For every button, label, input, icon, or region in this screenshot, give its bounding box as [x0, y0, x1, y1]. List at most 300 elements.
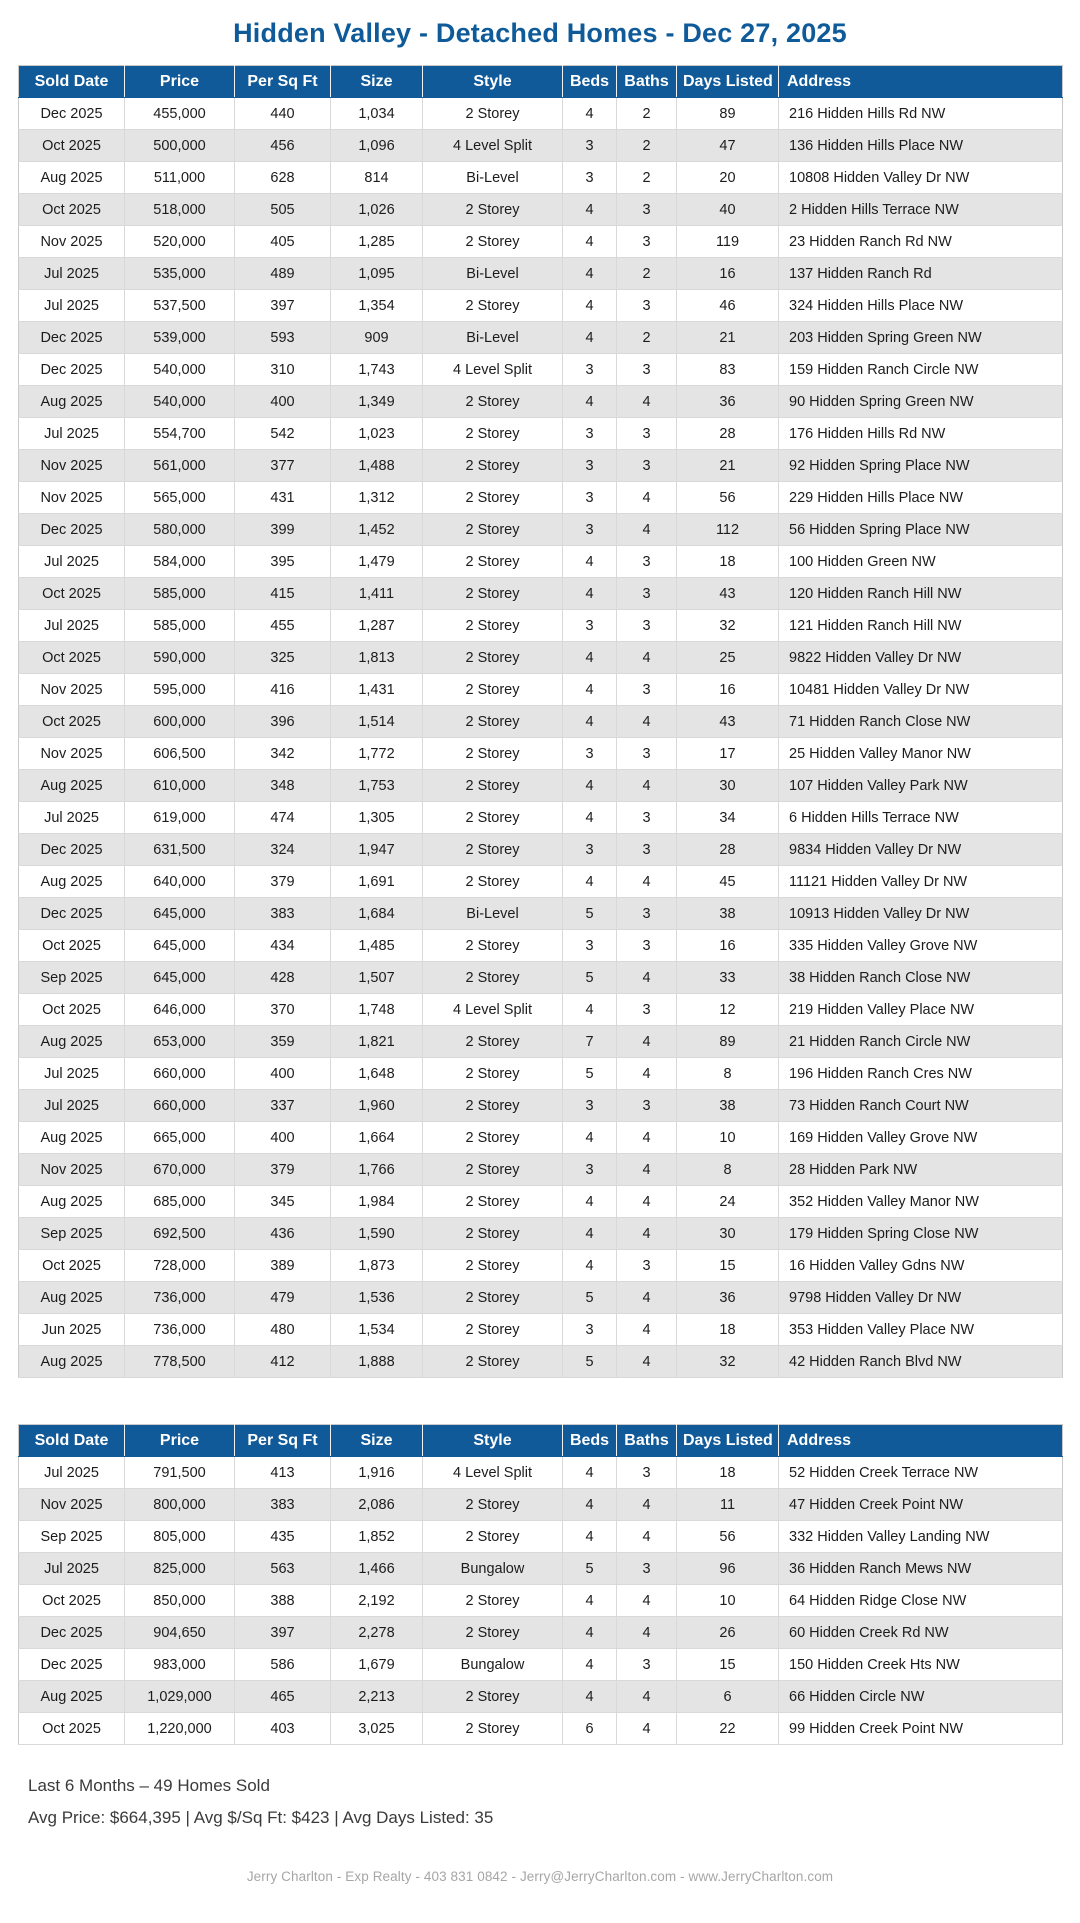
footer-contact: Jerry Charlton - Exp Realty - 403 831 0842 - Jerry@JerryCharlton.com - www.JerryCharlton.com	[246, 1868, 834, 1884]
cell-style: 2 Storey	[423, 866, 563, 898]
cell-price: 539,000	[125, 322, 235, 354]
cell-sold-date: Dec 2025	[19, 1649, 125, 1681]
cell-days-listed: 22	[677, 1713, 779, 1745]
cell-per-sq-ft: 628	[235, 162, 331, 194]
cell-sold-date: Aug 2025	[19, 1681, 125, 1713]
cell-style: 2 Storey	[423, 706, 563, 738]
cell-per-sq-ft: 379	[235, 1154, 331, 1186]
table-row	[19, 866, 1063, 898]
cell-baths: 3	[617, 1649, 677, 1681]
cell-days-listed: 28	[677, 418, 779, 450]
cell-days-listed: 32	[677, 610, 779, 642]
cell-beds: 4	[563, 706, 617, 738]
cell-days-listed: 17	[677, 738, 779, 770]
table-row	[19, 546, 1063, 578]
cell-style: 2 Storey	[423, 514, 563, 546]
cell-beds: 3	[563, 162, 617, 194]
cell-size: 1,691	[331, 866, 423, 898]
table-row	[19, 706, 1063, 738]
table-row	[19, 1026, 1063, 1058]
cell-per-sq-ft: 415	[235, 578, 331, 610]
cell-sold-date: Nov 2025	[19, 738, 125, 770]
column-header-days-listed: Days Listed	[677, 1425, 779, 1457]
cell-style: 2 Storey	[423, 930, 563, 962]
cell-address: 352 Hidden Valley Manor NW	[779, 1186, 1063, 1218]
table-row	[19, 1058, 1063, 1090]
cell-days-listed: 18	[677, 1457, 779, 1489]
cell-baths: 3	[617, 546, 677, 578]
cell-days-listed: 46	[677, 290, 779, 322]
cell-beds: 4	[563, 194, 617, 226]
cell-baths: 4	[617, 1489, 677, 1521]
cell-price: 520,000	[125, 226, 235, 258]
cell-size: 1,590	[331, 1218, 423, 1250]
cell-baths: 4	[617, 1058, 677, 1090]
cell-days-listed: 36	[677, 386, 779, 418]
cell-style: 2 Storey	[423, 98, 563, 130]
table-row	[19, 1617, 1063, 1649]
cell-price: 535,000	[125, 258, 235, 290]
cell-baths: 4	[617, 1314, 677, 1346]
cell-sold-date: Jul 2025	[19, 258, 125, 290]
cell-price: 825,000	[125, 1553, 235, 1585]
cell-sold-date: Aug 2025	[19, 1346, 125, 1378]
table-1-body	[19, 98, 1063, 1378]
cell-beds: 4	[563, 1122, 617, 1154]
cell-sold-date: Oct 2025	[19, 1250, 125, 1282]
cell-style: 2 Storey	[423, 1314, 563, 1346]
cell-size: 1,285	[331, 226, 423, 258]
column-header-style: Style	[423, 66, 563, 98]
cell-price: 670,000	[125, 1154, 235, 1186]
cell-address: 136 Hidden Hills Place NW	[779, 130, 1063, 162]
cell-per-sq-ft: 383	[235, 1489, 331, 1521]
cell-price: 619,000	[125, 802, 235, 834]
cell-style: 2 Storey	[423, 546, 563, 578]
cell-sold-date: Oct 2025	[19, 130, 125, 162]
cell-size: 1,023	[331, 418, 423, 450]
cell-size: 1,984	[331, 1186, 423, 1218]
cell-days-listed: 89	[677, 1026, 779, 1058]
cell-price: 590,000	[125, 642, 235, 674]
cell-beds: 5	[563, 1282, 617, 1314]
table-row	[19, 1649, 1063, 1681]
cell-days-listed: 16	[677, 674, 779, 706]
cell-baths: 3	[617, 578, 677, 610]
cell-beds: 4	[563, 98, 617, 130]
cell-address: 10913 Hidden Valley Dr NW	[779, 898, 1063, 930]
cell-address: 52 Hidden Creek Terrace NW	[779, 1457, 1063, 1489]
cell-sold-date: Aug 2025	[19, 386, 125, 418]
table-row	[19, 1489, 1063, 1521]
cell-size: 1,034	[331, 98, 423, 130]
cell-size: 1,748	[331, 994, 423, 1026]
cell-style: 4 Level Split	[423, 130, 563, 162]
column-header-baths: Baths	[617, 1425, 677, 1457]
cell-size: 1,536	[331, 1282, 423, 1314]
cell-price: 518,000	[125, 194, 235, 226]
table-row	[19, 130, 1063, 162]
cell-address: 21 Hidden Ranch Circle NW	[779, 1026, 1063, 1058]
cell-days-listed: 38	[677, 1090, 779, 1122]
cell-baths: 2	[617, 322, 677, 354]
cell-size: 2,213	[331, 1681, 423, 1713]
column-header-price: Price	[125, 1425, 235, 1457]
cell-beds: 7	[563, 1026, 617, 1058]
cell-sold-date: Jul 2025	[19, 1553, 125, 1585]
cell-beds: 3	[563, 1314, 617, 1346]
cell-beds: 4	[563, 642, 617, 674]
table-row	[19, 738, 1063, 770]
cell-size: 1,452	[331, 514, 423, 546]
table-row	[19, 642, 1063, 674]
cell-style: 2 Storey	[423, 482, 563, 514]
cell-sold-date: Sep 2025	[19, 1218, 125, 1250]
cell-address: 38 Hidden Ranch Close NW	[779, 962, 1063, 994]
cell-size: 1,813	[331, 642, 423, 674]
cell-days-listed: 12	[677, 994, 779, 1026]
table-row	[19, 770, 1063, 802]
column-header-sold-date: Sold Date	[19, 1425, 125, 1457]
cell-style: 4 Level Split	[423, 994, 563, 1026]
cell-baths: 3	[617, 610, 677, 642]
cell-beds: 5	[563, 1058, 617, 1090]
cell-beds: 5	[563, 962, 617, 994]
cell-baths: 3	[617, 898, 677, 930]
cell-size: 1,679	[331, 1649, 423, 1681]
cell-style: 2 Storey	[423, 610, 563, 642]
cell-per-sq-ft: 436	[235, 1218, 331, 1250]
cell-style: 2 Storey	[423, 1681, 563, 1713]
cell-days-listed: 10	[677, 1122, 779, 1154]
cell-days-listed: 11	[677, 1489, 779, 1521]
cell-style: 2 Storey	[423, 962, 563, 994]
cell-style: 2 Storey	[423, 674, 563, 706]
cell-days-listed: 16	[677, 258, 779, 290]
cell-baths: 4	[617, 514, 677, 546]
cell-sold-date: Aug 2025	[19, 866, 125, 898]
cell-price: 665,000	[125, 1122, 235, 1154]
cell-price: 685,000	[125, 1186, 235, 1218]
table-row	[19, 450, 1063, 482]
table-row	[19, 1713, 1063, 1745]
cell-days-listed: 30	[677, 1218, 779, 1250]
cell-address: 25 Hidden Valley Manor NW	[779, 738, 1063, 770]
cell-beds: 5	[563, 1553, 617, 1585]
column-header-baths: Baths	[617, 66, 677, 98]
cell-baths: 4	[617, 706, 677, 738]
table-row	[19, 194, 1063, 226]
table-row	[19, 578, 1063, 610]
cell-beds: 3	[563, 482, 617, 514]
cell-style: 2 Storey	[423, 450, 563, 482]
cell-address: 332 Hidden Valley Landing NW	[779, 1521, 1063, 1553]
cell-price: 736,000	[125, 1314, 235, 1346]
cell-style: 2 Storey	[423, 1713, 563, 1745]
cell-beds: 4	[563, 802, 617, 834]
cell-days-listed: 24	[677, 1186, 779, 1218]
cell-days-listed: 10	[677, 1585, 779, 1617]
cell-price: 1,029,000	[125, 1681, 235, 1713]
cell-days-listed: 20	[677, 162, 779, 194]
cell-beds: 5	[563, 898, 617, 930]
cell-style: 4 Level Split	[423, 1457, 563, 1489]
cell-price: 565,000	[125, 482, 235, 514]
cell-price: 660,000	[125, 1090, 235, 1122]
cell-beds: 3	[563, 354, 617, 386]
cell-days-listed: 38	[677, 898, 779, 930]
table-row	[19, 1346, 1063, 1378]
cell-beds: 4	[563, 1489, 617, 1521]
cell-per-sq-ft: 400	[235, 1122, 331, 1154]
cell-per-sq-ft: 345	[235, 1186, 331, 1218]
cell-size: 1,431	[331, 674, 423, 706]
cell-size: 1,287	[331, 610, 423, 642]
cell-price: 554,700	[125, 418, 235, 450]
cell-address: 120 Hidden Ranch Hill NW	[779, 578, 1063, 610]
cell-sold-date: Nov 2025	[19, 1154, 125, 1186]
cell-beds: 4	[563, 674, 617, 706]
cell-address: 16 Hidden Valley Gdns NW	[779, 1250, 1063, 1282]
cell-per-sq-ft: 389	[235, 1250, 331, 1282]
cell-price: 600,000	[125, 706, 235, 738]
cell-address: 203 Hidden Spring Green NW	[779, 322, 1063, 354]
cell-sold-date: Jul 2025	[19, 1058, 125, 1090]
cell-address: 6 Hidden Hills Terrace NW	[779, 802, 1063, 834]
cell-address: 42 Hidden Ranch Blvd NW	[779, 1346, 1063, 1378]
cell-baths: 3	[617, 418, 677, 450]
cell-size: 1,772	[331, 738, 423, 770]
cell-baths: 3	[617, 802, 677, 834]
cell-days-listed: 112	[677, 514, 779, 546]
table-row	[19, 514, 1063, 546]
cell-beds: 3	[563, 1154, 617, 1186]
cell-days-listed: 30	[677, 770, 779, 802]
cell-baths: 4	[617, 1713, 677, 1745]
table-row	[19, 1314, 1063, 1346]
column-header-days-listed: Days Listed	[677, 66, 779, 98]
cell-price: 455,000	[125, 98, 235, 130]
cell-sold-date: Aug 2025	[19, 1282, 125, 1314]
cell-style: 2 Storey	[423, 770, 563, 802]
cell-per-sq-ft: 435	[235, 1521, 331, 1553]
cell-size: 1,514	[331, 706, 423, 738]
cell-beds: 3	[563, 418, 617, 450]
cell-beds: 5	[563, 1346, 617, 1378]
cell-style: 2 Storey	[423, 642, 563, 674]
cell-baths: 3	[617, 1457, 677, 1489]
cell-price: 850,000	[125, 1585, 235, 1617]
cell-price: 645,000	[125, 962, 235, 994]
cell-style: 2 Storey	[423, 1250, 563, 1282]
cell-days-listed: 83	[677, 354, 779, 386]
column-header-address: Address	[779, 66, 1063, 98]
cell-per-sq-ft: 412	[235, 1346, 331, 1378]
column-header-address: Address	[779, 1425, 1063, 1457]
cell-baths: 4	[617, 1585, 677, 1617]
cell-size: 1,096	[331, 130, 423, 162]
cell-address: 23 Hidden Ranch Rd NW	[779, 226, 1063, 258]
cell-days-listed: 18	[677, 546, 779, 578]
cell-sold-date: Oct 2025	[19, 194, 125, 226]
cell-sold-date: Aug 2025	[19, 162, 125, 194]
cell-address: 229 Hidden Hills Place NW	[779, 482, 1063, 514]
cell-price: 511,000	[125, 162, 235, 194]
cell-per-sq-ft: 434	[235, 930, 331, 962]
cell-per-sq-ft: 310	[235, 354, 331, 386]
cell-per-sq-ft: 399	[235, 514, 331, 546]
cell-style: Bi-Level	[423, 162, 563, 194]
cell-per-sq-ft: 405	[235, 226, 331, 258]
cell-size: 1,916	[331, 1457, 423, 1489]
table-row	[19, 1585, 1063, 1617]
cell-address: 9798 Hidden Valley Dr NW	[779, 1282, 1063, 1314]
cell-address: 159 Hidden Ranch Circle NW	[779, 354, 1063, 386]
table-row	[19, 1553, 1063, 1585]
cell-size: 814	[331, 162, 423, 194]
cell-size: 1,354	[331, 290, 423, 322]
cell-sold-date: Aug 2025	[19, 1026, 125, 1058]
cell-sold-date: Sep 2025	[19, 962, 125, 994]
cell-size: 1,743	[331, 354, 423, 386]
cell-days-listed: 89	[677, 98, 779, 130]
cell-price: 580,000	[125, 514, 235, 546]
table-row	[19, 930, 1063, 962]
cell-price: 585,000	[125, 610, 235, 642]
cell-baths: 4	[617, 1026, 677, 1058]
cell-beds: 3	[563, 930, 617, 962]
table-row	[19, 1218, 1063, 1250]
cell-beds: 4	[563, 578, 617, 610]
cell-baths: 4	[617, 482, 677, 514]
cell-beds: 4	[563, 546, 617, 578]
cell-baths: 3	[617, 738, 677, 770]
column-header-beds: Beds	[563, 66, 617, 98]
cell-style: 2 Storey	[423, 578, 563, 610]
cell-per-sq-ft: 474	[235, 802, 331, 834]
cell-sold-date: Oct 2025	[19, 1713, 125, 1745]
cell-address: 10481 Hidden Valley Dr NW	[779, 674, 1063, 706]
cell-size: 1,821	[331, 1026, 423, 1058]
cell-baths: 4	[617, 1617, 677, 1649]
cell-address: 99 Hidden Creek Point NW	[779, 1713, 1063, 1745]
cell-style: 2 Storey	[423, 1026, 563, 1058]
cell-size: 909	[331, 322, 423, 354]
cell-baths: 2	[617, 258, 677, 290]
cell-price: 500,000	[125, 130, 235, 162]
cell-beds: 4	[563, 1585, 617, 1617]
cell-per-sq-ft: 480	[235, 1314, 331, 1346]
cell-address: 169 Hidden Valley Grove NW	[779, 1122, 1063, 1154]
cell-sold-date: Dec 2025	[19, 514, 125, 546]
cell-sold-date: Dec 2025	[19, 354, 125, 386]
cell-per-sq-ft: 586	[235, 1649, 331, 1681]
cell-sold-date: Nov 2025	[19, 450, 125, 482]
cell-beds: 4	[563, 866, 617, 898]
cell-beds: 3	[563, 450, 617, 482]
cell-days-listed: 47	[677, 130, 779, 162]
cell-style: 2 Storey	[423, 1282, 563, 1314]
cell-baths: 4	[617, 962, 677, 994]
cell-style: 2 Storey	[423, 1218, 563, 1250]
cell-style: 2 Storey	[423, 1122, 563, 1154]
cell-per-sq-ft: 416	[235, 674, 331, 706]
cell-style: 2 Storey	[423, 1489, 563, 1521]
cell-address: 196 Hidden Ranch Cres NW	[779, 1058, 1063, 1090]
cell-sold-date: Jul 2025	[19, 1457, 125, 1489]
cell-price: 728,000	[125, 1250, 235, 1282]
cell-baths: 3	[617, 1553, 677, 1585]
cell-style: 2 Storey	[423, 1090, 563, 1122]
cell-style: 2 Storey	[423, 738, 563, 770]
table-row	[19, 258, 1063, 290]
cell-baths: 4	[617, 642, 677, 674]
cell-days-listed: 26	[677, 1617, 779, 1649]
cell-per-sq-ft: 388	[235, 1585, 331, 1617]
cell-baths: 4	[617, 770, 677, 802]
column-header-beds: Beds	[563, 1425, 617, 1457]
cell-price: 540,000	[125, 386, 235, 418]
cell-price: 640,000	[125, 866, 235, 898]
cell-sold-date: Dec 2025	[19, 322, 125, 354]
sold-homes-table-1	[18, 65, 1063, 1378]
cell-size: 1,485	[331, 930, 423, 962]
cell-price: 561,000	[125, 450, 235, 482]
table-row	[19, 1250, 1063, 1282]
cell-per-sq-ft: 325	[235, 642, 331, 674]
cell-sold-date: Oct 2025	[19, 994, 125, 1026]
cell-address: 36 Hidden Ranch Mews NW	[779, 1553, 1063, 1585]
cell-address: 60 Hidden Creek Rd NW	[779, 1617, 1063, 1649]
cell-per-sq-ft: 440	[235, 98, 331, 130]
cell-per-sq-ft: 337	[235, 1090, 331, 1122]
summary-homes-sold: Last 6 Months – 49 Homes Sold	[28, 1776, 270, 1795]
cell-address: 47 Hidden Creek Point NW	[779, 1489, 1063, 1521]
cell-per-sq-ft: 359	[235, 1026, 331, 1058]
cell-days-listed: 21	[677, 450, 779, 482]
cell-size: 1,947	[331, 834, 423, 866]
cell-price: 660,000	[125, 1058, 235, 1090]
table-row	[19, 482, 1063, 514]
cell-style: 2 Storey	[423, 226, 563, 258]
cell-address: 137 Hidden Ranch Rd	[779, 258, 1063, 290]
cell-sold-date: Jul 2025	[19, 610, 125, 642]
cell-size: 1,026	[331, 194, 423, 226]
cell-sold-date: Jul 2025	[19, 290, 125, 322]
cell-address: 28 Hidden Park NW	[779, 1154, 1063, 1186]
cell-beds: 3	[563, 130, 617, 162]
cell-size: 1,411	[331, 578, 423, 610]
cell-size: 2,192	[331, 1585, 423, 1617]
cell-baths: 4	[617, 1186, 677, 1218]
cell-style: 2 Storey	[423, 1521, 563, 1553]
cell-per-sq-ft: 324	[235, 834, 331, 866]
cell-baths: 3	[617, 994, 677, 1026]
cell-address: 71 Hidden Ranch Close NW	[779, 706, 1063, 738]
cell-beds: 4	[563, 994, 617, 1026]
cell-baths: 3	[617, 1250, 677, 1282]
cell-beds: 4	[563, 770, 617, 802]
cell-baths: 4	[617, 866, 677, 898]
table-row	[19, 1282, 1063, 1314]
cell-baths: 2	[617, 98, 677, 130]
cell-address: 56 Hidden Spring Place NW	[779, 514, 1063, 546]
cell-baths: 4	[617, 1154, 677, 1186]
cell-baths: 3	[617, 290, 677, 322]
cell-per-sq-ft: 428	[235, 962, 331, 994]
sold-homes-table-2	[18, 1424, 1063, 1745]
table-row	[19, 322, 1063, 354]
